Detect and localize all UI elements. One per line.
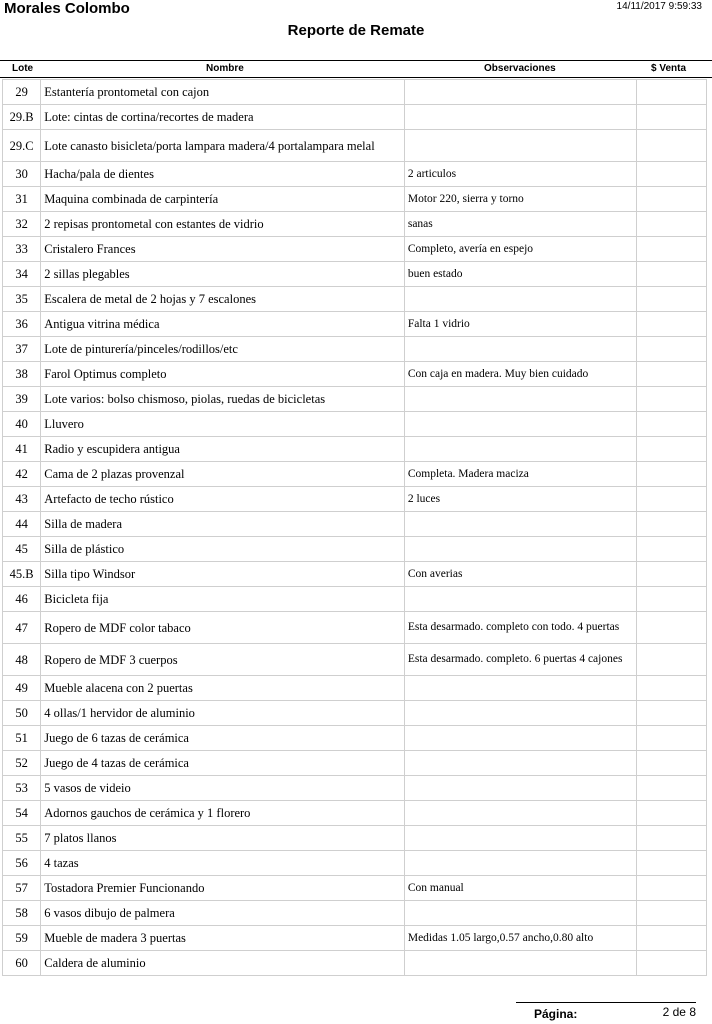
lote-cell: 48 — [3, 644, 41, 676]
table-row — [3, 951, 707, 976]
nombre-cell: Ropero de MDF color tabaco — [41, 612, 405, 644]
table-row — [3, 262, 707, 287]
observaciones-cell — [404, 437, 637, 462]
table-row — [3, 387, 707, 412]
venta-cell — [637, 512, 707, 537]
lote-cell: 29.B — [3, 105, 41, 130]
nombre-cell: 2 sillas plegables — [41, 262, 405, 287]
lote-cell: 35 — [3, 287, 41, 312]
observaciones-cell — [404, 130, 637, 162]
venta-cell — [637, 951, 707, 976]
page-label: Página: — [534, 1007, 578, 1021]
venta-cell — [637, 387, 707, 412]
table-row — [3, 851, 707, 876]
lote-cell: 53 — [3, 776, 41, 801]
nombre-cell: 4 tazas — [41, 851, 405, 876]
nombre-cell: Escalera de metal de 2 hojas y 7 escalones — [41, 287, 405, 312]
venta-cell — [637, 587, 707, 612]
venta-cell — [637, 826, 707, 851]
table-row — [3, 901, 707, 926]
nombre-cell: Estantería prontometal con cajon — [41, 80, 405, 105]
lote-cell: 40 — [3, 412, 41, 437]
observaciones-cell — [404, 951, 637, 976]
nombre-cell: 4 ollas/1 hervidor de aluminio — [41, 701, 405, 726]
table-row — [3, 362, 707, 387]
observaciones-cell — [404, 412, 637, 437]
lote-cell: 50 — [3, 701, 41, 726]
lote-cell: 45.B — [3, 562, 41, 587]
table-row — [3, 776, 707, 801]
venta-cell — [637, 562, 707, 587]
column-header-lote: Lote — [12, 63, 34, 74]
venta-cell — [637, 612, 707, 644]
page-number: 2 de 8 — [662, 1005, 696, 1019]
observaciones-cell: 2 luces — [404, 487, 637, 512]
lote-cell: 41 — [3, 437, 41, 462]
venta-cell — [637, 412, 707, 437]
nombre-cell: Silla tipo Windsor — [41, 562, 405, 587]
table-row — [3, 512, 707, 537]
observaciones-cell — [404, 287, 637, 312]
observaciones-cell: Con caja en madera. Muy bien cuidado — [404, 362, 637, 387]
company-name: Morales Colombo — [4, 0, 130, 17]
nombre-cell: Cama de 2 plazas provenzal — [41, 462, 405, 487]
lote-cell: 49 — [3, 676, 41, 701]
observaciones-cell: buen estado — [404, 262, 637, 287]
observaciones-cell — [404, 701, 637, 726]
nombre-cell: Cristalero Frances — [41, 237, 405, 262]
nombre-cell: Lote: cintas de cortina/recortes de madera — [41, 105, 405, 130]
lote-cell: 36 — [3, 312, 41, 337]
lote-cell: 34 — [3, 262, 41, 287]
lote-cell: 47 — [3, 612, 41, 644]
observaciones-cell: sanas — [404, 212, 637, 237]
nombre-cell: Bicicleta fija — [41, 587, 405, 612]
venta-cell — [637, 337, 707, 362]
nombre-cell: Radio y escupidera antigua — [41, 437, 405, 462]
column-header-venta: $ Venta — [651, 63, 687, 74]
observaciones-cell — [404, 512, 637, 537]
nombre-cell: Silla de madera — [41, 512, 405, 537]
nombre-cell: Lote de pinturería/pinceles/rodillos/etc — [41, 337, 405, 362]
table-row — [3, 312, 707, 337]
report-datetime: 14/11/2017 9:59:33 — [616, 1, 702, 12]
venta-cell — [637, 362, 707, 387]
observaciones-cell — [404, 537, 637, 562]
table-row — [3, 587, 707, 612]
observaciones-cell: Con manual — [404, 876, 637, 901]
footer-divider — [516, 1002, 696, 1003]
venta-cell — [637, 851, 707, 876]
venta-cell — [637, 237, 707, 262]
table-row — [3, 644, 707, 676]
venta-cell — [637, 801, 707, 826]
venta-cell — [637, 287, 707, 312]
venta-cell — [637, 487, 707, 512]
nombre-cell: 5 vasos de videio — [41, 776, 405, 801]
table-row — [3, 462, 707, 487]
lote-cell: 43 — [3, 487, 41, 512]
lote-cell: 44 — [3, 512, 41, 537]
observaciones-cell — [404, 901, 637, 926]
column-header-nombre: Nombre — [206, 63, 244, 74]
observaciones-cell: Esta desarmado. completo. 6 puertas 4 cajones — [404, 644, 637, 676]
nombre-cell: Ropero de MDF 3 cuerpos — [41, 644, 405, 676]
lote-cell: 51 — [3, 726, 41, 751]
lote-cell: 29.C — [3, 130, 41, 162]
lote-cell: 39 — [3, 387, 41, 412]
observaciones-cell — [404, 726, 637, 751]
nombre-cell: Lluvero — [41, 412, 405, 437]
table-row — [3, 130, 707, 162]
venta-cell — [637, 162, 707, 187]
venta-cell — [637, 187, 707, 212]
lote-cell: 37 — [3, 337, 41, 362]
observaciones-cell — [404, 587, 637, 612]
lote-cell: 30 — [3, 162, 41, 187]
nombre-cell: Tostadora Premier Funcionando — [41, 876, 405, 901]
table-row — [3, 437, 707, 462]
table-row — [3, 926, 707, 951]
observaciones-cell: Falta 1 vidrio — [404, 312, 637, 337]
table-row — [3, 80, 707, 105]
nombre-cell: Maquina combinada de carpintería — [41, 187, 405, 212]
nombre-cell: Hacha/pala de dientes — [41, 162, 405, 187]
observaciones-cell: Con averias — [404, 562, 637, 587]
nombre-cell: Artefacto de techo rústico — [41, 487, 405, 512]
observaciones-cell — [404, 105, 637, 130]
venta-cell — [637, 105, 707, 130]
venta-cell — [637, 262, 707, 287]
table-row — [3, 187, 707, 212]
lote-cell: 59 — [3, 926, 41, 951]
lote-cell: 52 — [3, 751, 41, 776]
table-row — [3, 612, 707, 644]
report-title: Reporte de Remate — [287, 22, 425, 39]
observaciones-cell — [404, 337, 637, 362]
lote-cell: 29 — [3, 80, 41, 105]
lote-cell: 54 — [3, 801, 41, 826]
table-row — [3, 212, 707, 237]
venta-cell — [637, 130, 707, 162]
table-row — [3, 412, 707, 437]
observaciones-cell: Medidas 1.05 largo,0.57 ancho,0.80 alto — [404, 926, 637, 951]
table-row — [3, 287, 707, 312]
venta-cell — [637, 80, 707, 105]
table-row — [3, 562, 707, 587]
table-row — [3, 876, 707, 901]
venta-cell — [637, 437, 707, 462]
nombre-cell: Juego de 6 tazas de cerámica — [41, 726, 405, 751]
lote-cell: 57 — [3, 876, 41, 901]
observaciones-cell — [404, 387, 637, 412]
nombre-cell: Lote varios: bolso chismoso, piolas, ruedas de bicicletas — [41, 387, 405, 412]
venta-cell — [637, 676, 707, 701]
lote-cell: 60 — [3, 951, 41, 976]
lote-cell: 45 — [3, 537, 41, 562]
nombre-cell: Farol Optimus completo — [41, 362, 405, 387]
table-row — [3, 801, 707, 826]
table-row — [3, 751, 707, 776]
lote-cell: 32 — [3, 212, 41, 237]
table-header — [0, 60, 712, 78]
venta-cell — [637, 901, 707, 926]
table-row — [3, 162, 707, 187]
nombre-cell: Mueble de madera 3 puertas — [41, 926, 405, 951]
lote-cell: 55 — [3, 826, 41, 851]
nombre-cell: 6 vasos dibujo de palmera — [41, 901, 405, 926]
venta-cell — [637, 212, 707, 237]
venta-cell — [637, 876, 707, 901]
venta-cell — [637, 312, 707, 337]
table-row — [3, 726, 707, 751]
observaciones-cell — [404, 776, 637, 801]
table-row — [3, 537, 707, 562]
nombre-cell: Lote canasto bisicleta/porta lampara madera/4 portalampara melal — [41, 130, 405, 162]
nombre-cell: 7 platos llanos — [41, 826, 405, 851]
venta-cell — [637, 644, 707, 676]
observaciones-cell: Motor 220, sierra y torno — [404, 187, 637, 212]
venta-cell — [637, 701, 707, 726]
observaciones-cell: Esta desarmado. completo con todo. 4 puertas — [404, 612, 637, 644]
table-row — [3, 676, 707, 701]
nombre-cell: Juego de 4 tazas de cerámica — [41, 751, 405, 776]
lote-cell: 38 — [3, 362, 41, 387]
column-header-observaciones: Observaciones — [484, 63, 556, 74]
table-row — [3, 826, 707, 851]
venta-cell — [637, 776, 707, 801]
lote-cell: 31 — [3, 187, 41, 212]
observaciones-cell — [404, 80, 637, 105]
table-row — [3, 237, 707, 262]
observaciones-cell: 2 articulos — [404, 162, 637, 187]
lote-cell: 56 — [3, 851, 41, 876]
nombre-cell: Caldera de aluminio — [41, 951, 405, 976]
table-row — [3, 337, 707, 362]
observaciones-cell — [404, 801, 637, 826]
table-row — [3, 701, 707, 726]
nombre-cell: Antigua vitrina médica — [41, 312, 405, 337]
venta-cell — [637, 751, 707, 776]
nombre-cell: Mueble alacena con 2 puertas — [41, 676, 405, 701]
observaciones-cell — [404, 751, 637, 776]
lote-cell: 46 — [3, 587, 41, 612]
observaciones-cell — [404, 826, 637, 851]
venta-cell — [637, 537, 707, 562]
lote-cell: 33 — [3, 237, 41, 262]
observaciones-cell — [404, 676, 637, 701]
nombre-cell: 2 repisas prontometal con estantes de vidrio — [41, 212, 405, 237]
venta-cell — [637, 726, 707, 751]
nombre-cell: Silla de plástico — [41, 537, 405, 562]
lote-cell: 42 — [3, 462, 41, 487]
observaciones-cell: Completo, avería en espejo — [404, 237, 637, 262]
lote-cell: 58 — [3, 901, 41, 926]
observaciones-cell — [404, 851, 637, 876]
venta-cell — [637, 462, 707, 487]
observaciones-cell: Completa. Madera maciza — [404, 462, 637, 487]
nombre-cell: Adornos gauchos de cerámica y 1 florero — [41, 801, 405, 826]
table-row — [3, 105, 707, 130]
auction-items-table — [2, 79, 707, 976]
table-row — [3, 487, 707, 512]
venta-cell — [637, 926, 707, 951]
